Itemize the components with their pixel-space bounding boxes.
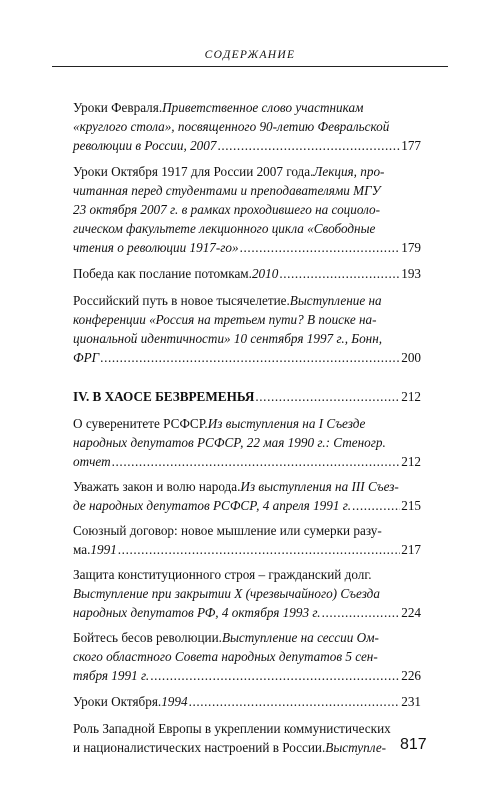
entry-description: 23 октября 2007 г. в рамках проходившего на социоло- bbox=[73, 202, 381, 217]
entry-description: Из выступления на I Съезде bbox=[207, 416, 366, 431]
entry-description: Выступление на bbox=[289, 293, 382, 308]
entry-title: Бойтесь бесов революции. bbox=[73, 630, 222, 645]
entry-description: Приветственное слово участникам bbox=[162, 100, 364, 115]
toc-entry bbox=[73, 98, 421, 155]
entry-description: читанная перед студентами и преподавателями МГУ bbox=[73, 183, 381, 198]
leader-dots bbox=[100, 348, 400, 367]
entry-description: Выступление при закрытии X (чрезвычайного) Съезда bbox=[73, 586, 380, 601]
entry-description: 1994 bbox=[161, 694, 188, 709]
entry-title: Союзный договор: новое мышление или сумерки разу- bbox=[73, 523, 382, 538]
entry-description: народных депутатов РФ, 4 октября 1993 г. bbox=[73, 605, 321, 620]
page-ref: 212 bbox=[401, 389, 421, 404]
entry-description: Выступле- bbox=[325, 740, 387, 755]
leader-dots bbox=[112, 452, 401, 471]
entry-description: гическом факультете лекционного цикла «Свободные bbox=[73, 221, 376, 236]
leader-dots bbox=[255, 387, 400, 406]
leader-dots bbox=[322, 603, 401, 622]
entry-title: Российский путь в новое тысячелетие. bbox=[73, 293, 290, 308]
toc-entry bbox=[73, 719, 421, 757]
toc-entry bbox=[73, 162, 421, 257]
toc-entry bbox=[73, 264, 421, 283]
entry-description: Лекция, про- bbox=[313, 164, 385, 179]
header-rule bbox=[52, 66, 448, 67]
leader-dots bbox=[118, 540, 400, 559]
leader-dots bbox=[150, 666, 400, 685]
running-header: СОДЕРЖАНИЕ bbox=[204, 49, 296, 61]
leader-dots bbox=[217, 136, 400, 155]
page-ref: 193 bbox=[401, 266, 421, 281]
leader-dots bbox=[189, 692, 401, 711]
entry-description: Выступление на сессии Ом- bbox=[221, 630, 379, 645]
section-title: IV. В ХАОСЕ БЕЗВРЕМЕНЬЯ bbox=[73, 389, 255, 404]
entry-title: Уроки Октября. bbox=[73, 694, 162, 709]
page-number: 817 bbox=[400, 736, 427, 753]
page-ref: 226 bbox=[401, 668, 421, 683]
entry-title: Защита конституционного строя – гражданский долг. bbox=[73, 567, 372, 582]
toc-entry bbox=[73, 565, 421, 622]
entry-description: ского областного Совета народных депутатов 5 сен- bbox=[73, 649, 378, 664]
toc-entry bbox=[73, 477, 421, 515]
entry-description: народных депутатов РСФСР, 22 мая 1990 г.: Стеногр. bbox=[73, 435, 386, 450]
toc-entry bbox=[73, 521, 421, 559]
entry-description: тября 1991 г. bbox=[73, 668, 150, 683]
entry-description: 2010 bbox=[251, 266, 279, 281]
entry-description: Из выступления на III Съез- bbox=[240, 479, 399, 494]
entry-title-continued: ма. bbox=[73, 542, 91, 557]
page-ref: 179 bbox=[401, 240, 421, 255]
leader-dots bbox=[352, 496, 400, 515]
toc-entry bbox=[73, 291, 421, 367]
entry-title: О суверенитете РСФСР. bbox=[73, 416, 208, 431]
entry-description: революции в России, 2007 bbox=[73, 138, 217, 153]
entry-description: чтения о революции 1917-го» bbox=[73, 240, 239, 255]
entry-description: ФРГ bbox=[73, 350, 100, 365]
entry-title: Уважать закон и волю народа. bbox=[73, 479, 241, 494]
page-ref: 177 bbox=[401, 138, 421, 153]
entry-title: Уроки Октября 1917 для России 2007 года. bbox=[73, 164, 314, 179]
leader-dots bbox=[240, 238, 401, 257]
entry-description: циональной идентичности» 10 сентября 1997 г., Бонн, bbox=[73, 331, 383, 346]
entry-description: «круглого стола», посвященного 90-летию Февральской bbox=[73, 119, 390, 134]
page-ref: 212 bbox=[401, 454, 421, 469]
entry-description: 1991 bbox=[90, 542, 117, 557]
entry-title: Уроки Февраля. bbox=[73, 100, 163, 115]
toc-section bbox=[73, 387, 421, 406]
entry-description: де народных депутатов РСФСР, 4 апреля 1991 г. bbox=[73, 498, 352, 513]
entry-description: конференции «Россия на третьем пути? В поиске на- bbox=[73, 312, 377, 327]
leader-dots bbox=[279, 264, 400, 283]
toc-entry bbox=[73, 692, 421, 711]
entry-title-continued: и националистических настроений в России. bbox=[73, 740, 326, 755]
entry-description: отчет bbox=[73, 454, 111, 469]
toc-entry bbox=[73, 628, 421, 685]
entry-title: Роль Западной Европы в укреплении коммунистических bbox=[73, 721, 391, 736]
page-ref: 217 bbox=[401, 542, 421, 557]
page-ref: 231 bbox=[401, 694, 421, 709]
page-ref: 200 bbox=[401, 350, 421, 365]
page-ref: 215 bbox=[401, 498, 421, 513]
page-ref: 224 bbox=[401, 605, 421, 620]
toc-entry bbox=[73, 414, 421, 471]
entry-title: Победа как послание потомкам. bbox=[73, 266, 252, 281]
